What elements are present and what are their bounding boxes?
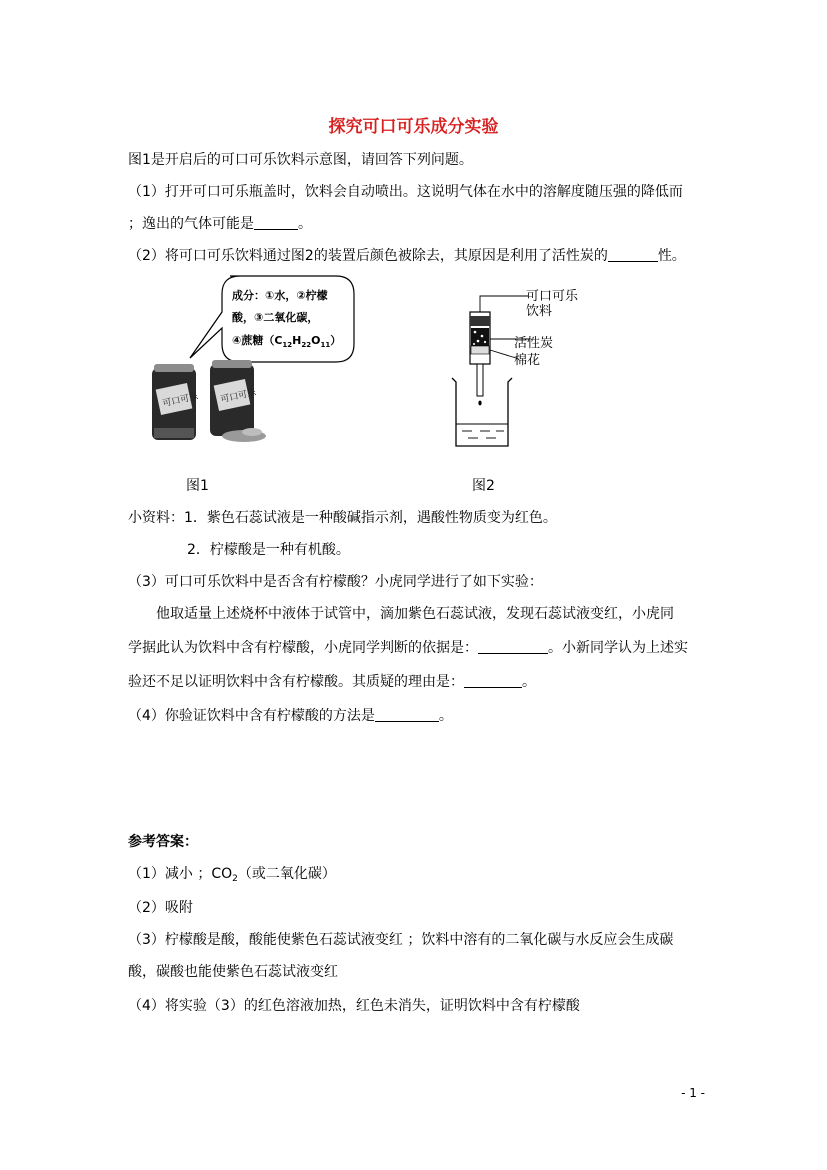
question-3-line-4: 验还不足以证明饮料中含有柠檬酸。其质疑的理由是： 。	[128, 674, 536, 690]
figure-1-cola-cans	[140, 268, 370, 448]
answer-blank-5[interactable]	[375, 707, 439, 722]
answer-1: （1）减小 ；$CO_2$（或二氧化碳）	[128, 866, 336, 884]
svg-text:可口可乐: 可口可乐	[219, 388, 258, 406]
bubble-line-3: ④蔗糖$(C_{12}H_{22}O_{11})$	[232, 334, 342, 349]
answers-heading: 参考答案：	[128, 834, 198, 850]
cola-can-closed	[152, 364, 200, 440]
question-1-line-2: ；逸出的气体可能是 。	[128, 216, 312, 232]
answer-blank-2[interactable]	[608, 247, 658, 262]
figure-2-caption: 图2	[472, 478, 495, 494]
label-cola-drink-2: 饮料	[526, 304, 553, 319]
answer-2: （2）吸附	[128, 900, 193, 916]
figure-2-apparatus	[440, 280, 620, 455]
question-1-line-1: （1）打开可口可乐瓶盖时，饮料会自动喷出。这说明气体在水中的溶解度随压强的降低而	[128, 184, 683, 200]
page-title: 探究可口可乐成分实验	[328, 117, 499, 137]
figure-1-caption: 图1	[186, 478, 209, 494]
answer-blank-3[interactable]	[478, 639, 548, 654]
answer-4: （4）将实验（3）的红色溶液加热，红色未消失，证明饮料中含有柠檬酸	[128, 998, 580, 1014]
question-4: （4）你验证饮料中含有柠檬酸的方法是 。	[128, 708, 453, 724]
info-line-1: 小资料：1．紫色石蕊试液是一种酸碱指示剂，遇酸性物质变为红色。	[128, 510, 557, 526]
info-line-2: 2．柠檬酸是一种有机酸。	[187, 542, 350, 558]
question-3-line-3: 学据此认为饮料中含有柠檬酸，小虎同学判断的依据是： 。小新同学认为上述实	[128, 640, 688, 656]
svg-text:可口可乐: 可口可乐	[161, 392, 200, 410]
page-number: - 1 -	[681, 1086, 705, 1100]
label-cotton: 棉花	[514, 353, 541, 368]
answer-3-line-1: （3）柠檬酸是酸，酸能使紫色石蕊试液变红 ；饮料中溶有的二氧化碳与水反应会生成碳	[128, 932, 674, 948]
label-cola-drink: 可口可乐	[526, 289, 579, 304]
bubble-line-2: 酸，③二氧化碳，	[232, 311, 319, 324]
intro-text: 图1是开启后的可口可乐饮料示意图，请回答下列问题。	[128, 152, 473, 168]
answer-blank-4[interactable]	[464, 673, 522, 688]
question-2: （2）将可口可乐饮料通过图2的装置后颜色被除去，其原因是利用了活性炭的 性。	[128, 248, 686, 264]
answer-3-line-2: 酸，碳酸也能使紫色石蕊试液变红	[128, 964, 338, 980]
cola-can-opened	[210, 360, 266, 442]
bubble-line-1: 成分：①水，②柠檬	[232, 289, 328, 302]
answer-blank-1[interactable]	[254, 215, 298, 230]
question-3-line-1: （3）可口可乐饮料中是否含有柠檬酸？小虎同学进行了如下实验：	[128, 574, 543, 590]
question-3-line-2: 他取适量上述烧杯中液体于试管中，滴加紫色石蕊试液，发现石蕊试液变红，小虎同	[156, 606, 674, 622]
label-activated-carbon: 活性炭	[514, 336, 554, 351]
